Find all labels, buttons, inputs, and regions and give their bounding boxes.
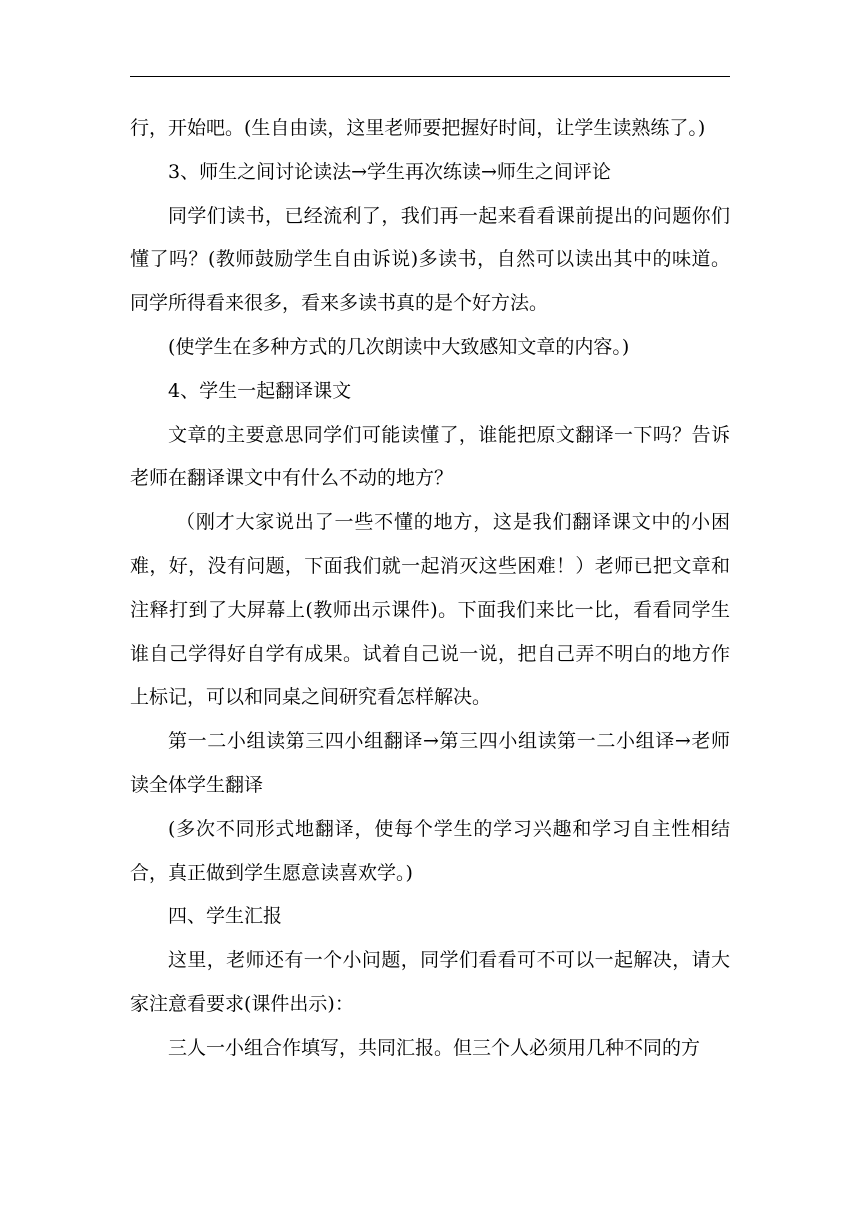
paragraph-translation-note: (多次不同形式地翻译，使每个学生的学习兴趣和学习自主性相结合，真正做到学生愿意读喜欢学。)	[130, 817, 730, 884]
paragraph-section-4-heading: 四、学生汇报	[168, 905, 283, 928]
paragraph-report-question: 这里，老师还有一个小问题，同学们看看可不可以一起解决，请大家注意看要求(课件出示)：	[130, 949, 730, 1015]
document-body	[130, 107, 730, 1071]
paragraph-reading-discussion: 同学们读书，已经流利了，我们再一起来看看课前提出的问题你们懂了吗？(教师鼓励学生自由诉说)多读书，自然可以读出其中的味道。同学所得看来很多，看来多读书真的是个好方法。	[130, 204, 730, 315]
paragraph-translation-question: 文章的主要意思同学们可能读懂了，谁能把原文翻译一下吗？告诉老师在翻译课文中有什么不动的地方？	[130, 423, 730, 490]
paragraph-group-translation: 第一二小组读第三四小组翻译→第三四小组读第一二小组译→老师读全体学生翻译	[130, 730, 730, 796]
paragraph-continuation: 行，开始吧。(生自由读，这里老师要把握好时间，让学生读熟练了。)	[130, 117, 706, 139]
paragraph-reading-note: (使学生在多种方式的几次朗读中大致感知文章的内容。)	[168, 335, 630, 358]
header-rule	[130, 76, 730, 77]
paragraph-step-4-heading: 4、学生一起翻译课文	[168, 379, 352, 402]
paragraph-translation-guidance: （刚才大家说出了一些不懂的地方，这是我们翻译课文中的小困难，好，没有问题，下面我们就一起消灭这些困难！）老师已把文章和注释打到了大屏幕上(教师出示课件)。下面我们来比一比，看看同学生谁自己学得好自学有成果。试着自己说一说，把自己弄不明白的地方作上标记，可以和同桌之间研究看怎样解决。	[130, 511, 730, 709]
paragraph-step-3-heading: 3、师生之间讨论读法→学生再次练读→师生之间评论	[168, 160, 611, 183]
paragraph-group-report: 三人一小组合作填写，共同汇报。但三个人必须用几种不同的方	[168, 1036, 701, 1059]
